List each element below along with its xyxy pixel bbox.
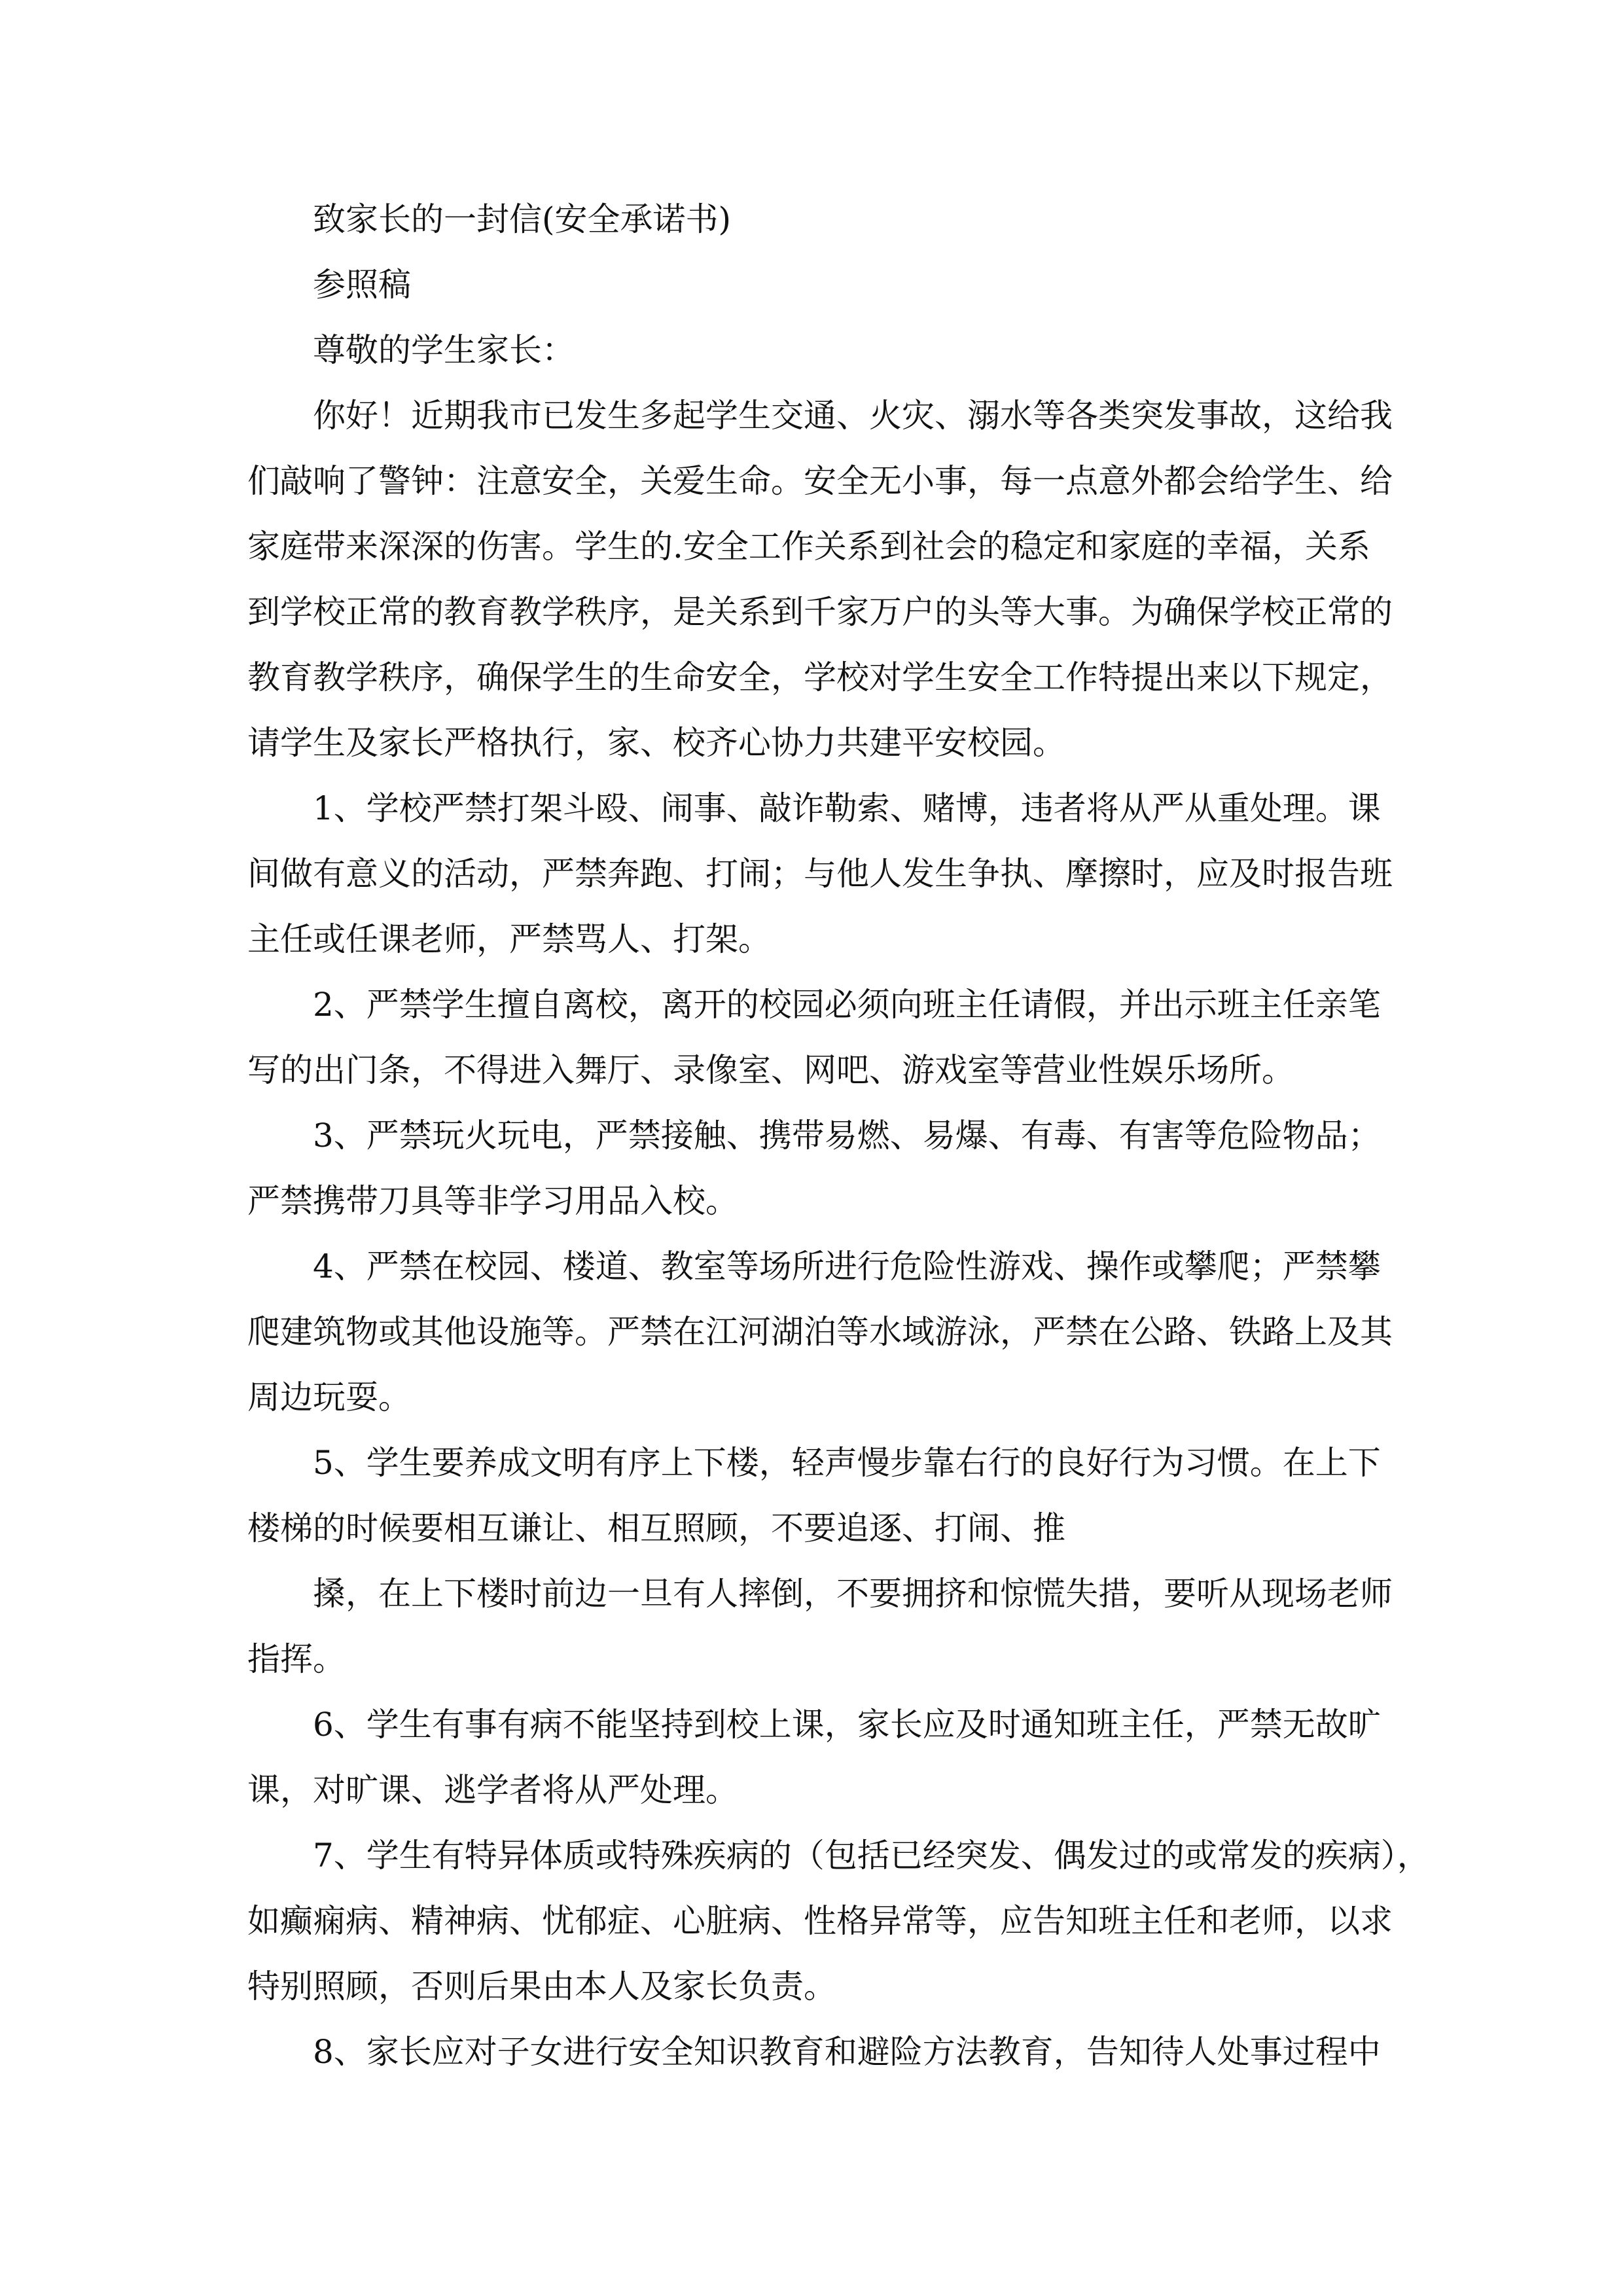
text-line: 课，对旷课、逃学者将从严处理。 <box>247 1771 738 1809</box>
text-line: 请学生及家长严格执行，家、校齐心协力共建平安校园。 <box>247 724 1065 762</box>
paragraph-rule-3 <box>247 1113 1381 1244</box>
document-subtitle: 参照稿 <box>313 266 411 304</box>
text-line: 教育教学秩序，确保学生的生命安全，学校对学生安全工作特提出来以下规定， <box>247 658 1393 696</box>
text-line: 6、学生有事有病不能坚持到校上课，家长应及时通知班主任，严禁无故旷 <box>313 1706 1381 1744</box>
text-line: 特别照顾，否则后果由本人及家长负责。 <box>247 1967 836 2005</box>
text-line: 间做有意义的活动，严禁奔跑、打闹；与他人发生争执、摩擦时，应及时报告班 <box>247 855 1393 893</box>
paragraph-intro <box>247 393 1393 785</box>
salutation: 尊敬的学生家长： <box>313 331 575 369</box>
text-line: 严禁携带刀具等非学习用品入校。 <box>247 1182 738 1220</box>
text-line: 7、学生有特异体质或特殊疾病的（包括已经突发、偶发过的或常发的疾病）， <box>313 1837 1430 1874</box>
text-line: 2、严禁学生擅自离校，离开的校园必须向班主任请假，并出示班主任亲笔 <box>313 986 1381 1024</box>
paragraph-rule-8 <box>247 2029 1381 2094</box>
document-title: 致家长的一封信(安全承诺书) <box>313 200 732 238</box>
text-line: 到学校正常的教育教学秩序，是关系到千家万户的头等大事。为确保学校正常的 <box>247 593 1393 631</box>
text-line: 主任或任课老师，严禁骂人、打架。 <box>247 920 771 958</box>
text-line: 楼梯的时候要相互谦让、相互照顾，不要追逐、打闹、推 <box>247 1509 1065 1547</box>
paragraph-rule-7 <box>247 1833 1430 2029</box>
text-line: 5、学生要养成文明有序上下楼，轻声慢步靠右行的良好行为习惯。在上下 <box>313 1444 1381 1482</box>
text-line: 搡，在上下楼时前边一旦有人摔倒，不要拥挤和惊慌失措，要听从现场老师 <box>313 1575 1393 1613</box>
text-line: 8、家长应对子女进行安全知识教育和避险方法教育，告知待人处事过程中 <box>313 2033 1381 2071</box>
text-line: 如癫痫病、精神病、忧郁症、心脏病、性格异常等，应告知班主任和老师，以求 <box>247 1902 1393 1940</box>
paragraph-rule-6 <box>247 1702 1381 1833</box>
text-line: 指挥。 <box>247 1640 346 1678</box>
paragraph-rule-5-continued <box>247 1571 1393 1702</box>
text-line: 4、严禁在校园、楼道、教室等场所进行危险性游戏、操作或攀爬；严禁攀 <box>313 1247 1381 1285</box>
document-body <box>247 196 1430 2094</box>
text-line: 写的出门条，不得进入舞厅、录像室、网吧、游戏室等营业性娱乐场所。 <box>247 1051 1294 1089</box>
text-line: 爬建筑物或其他设施等。严禁在江河湖泊等水域游泳，严禁在公路、铁路上及其 <box>247 1313 1393 1351</box>
text-line: 3、严禁玩火玩电，严禁接触、携带易燃、易爆、有毒、有害等危险物品； <box>313 1117 1381 1155</box>
paragraph-rule-1 <box>247 785 1393 982</box>
text-line: 1、学校严禁打架斗殴、闹事、敲诈勒索、赌博，违者将从严从重处理。课 <box>313 789 1381 827</box>
paragraph-rule-2 <box>247 982 1381 1113</box>
paragraph-rule-5 <box>247 1440 1381 1571</box>
paragraph-rule-4 <box>247 1244 1393 1440</box>
text-line: 们敲响了警钟：注意安全，关爱生命。安全无小事，每一点意外都会给学生、给 <box>247 462 1393 500</box>
text-line: 周边玩耍。 <box>247 1378 411 1416</box>
text-line: 你好！近期我市已发生多起学生交通、火灾、溺水等各类突发事故，这给我 <box>313 397 1393 435</box>
text-line: 家庭带来深深的伤害。学生的.安全工作关系到社会的稳定和家庭的幸福，关系 <box>247 528 1370 565</box>
